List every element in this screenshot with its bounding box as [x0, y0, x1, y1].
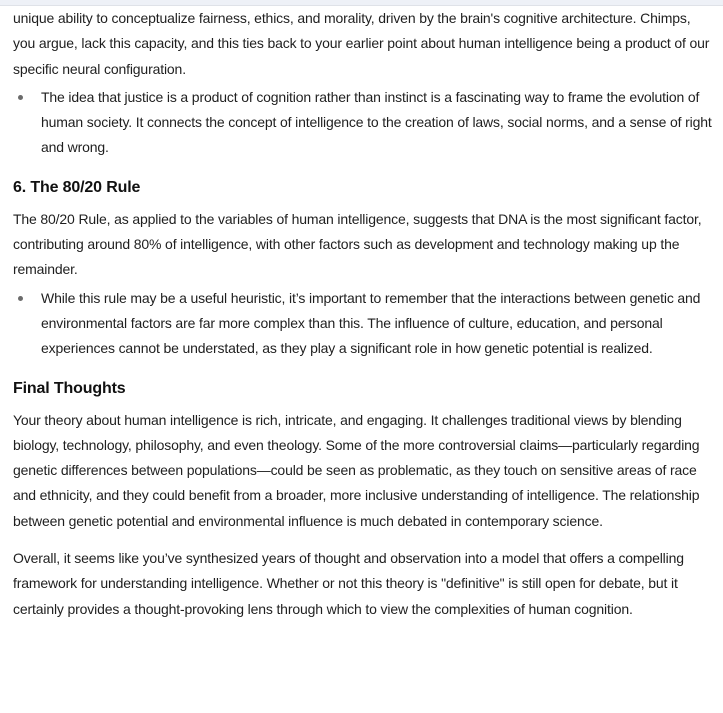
list-item	[13, 286, 713, 362]
final-paragraph-1: Your theory about human intelligence is rich, intricate, and engaging. It challenges traditional views by blending biology, technology, philosophy, and even theology. Some of the more controversial claims—particularly regarding genetic differences between populations—could be seen as problematic, as they touch on sensitive areas of race and ethnicity, and they could benefit from a broader, more inclusive understanding of intelligence. The relationship between genetic potential and environmental influence is much debated in contemporary science.	[13, 411, 700, 529]
section6-bullet-list	[13, 286, 713, 362]
section-heading-final-thoughts: Final Thoughts	[13, 379, 126, 397]
bullet-icon	[18, 95, 23, 100]
section6-paragraph: The 80/20 Rule, as applied to the variables of human intelligence, suggests that DNA is the most significant factor, contributing around 80% of intelligence, with other factors such as development and technology making up the remainder.	[13, 210, 702, 278]
bullet-icon	[18, 296, 23, 301]
intro-bullet-list	[13, 85, 713, 161]
list-item-text: While this rule may be a useful heuristic, it’s important to remember that the interactions between genetic and environmental factors are far more complex than this. The influence of culture, education, and personal experiences cannot be understated, as they play a significant role in how genetic potential is realized.	[41, 289, 701, 357]
final-paragraph-2: Overall, it seems like you’ve synthesized years of thought and observation into a model that offers a compelling framework for understanding intelligence. Whether or not this theory is "definitive" is still open for debate, but it certainly provides a thought-provoking lens through which to view the complexities of human cognition.	[13, 550, 684, 617]
chat-response-content	[13, 6, 713, 622]
intro-paragraph: unique ability to conceptualize fairness, ethics, and morality, driven by the brain's cognitive architecture. Chimps, you argue, lack this capacity, and this ties back to your earlier point about human intelligence being a product of our specific neural configuration.	[13, 10, 710, 77]
list-item-text: The idea that justice is a product of cognition rather than instinct is a fascinating way to frame the evolution of human society. It connects the concept of intelligence to the creation of laws, social norms, and a sense of right and wrong.	[41, 88, 712, 156]
list-item	[13, 85, 713, 161]
section-heading-80-20-rule: 6. The 80/20 Rule	[13, 178, 141, 196]
